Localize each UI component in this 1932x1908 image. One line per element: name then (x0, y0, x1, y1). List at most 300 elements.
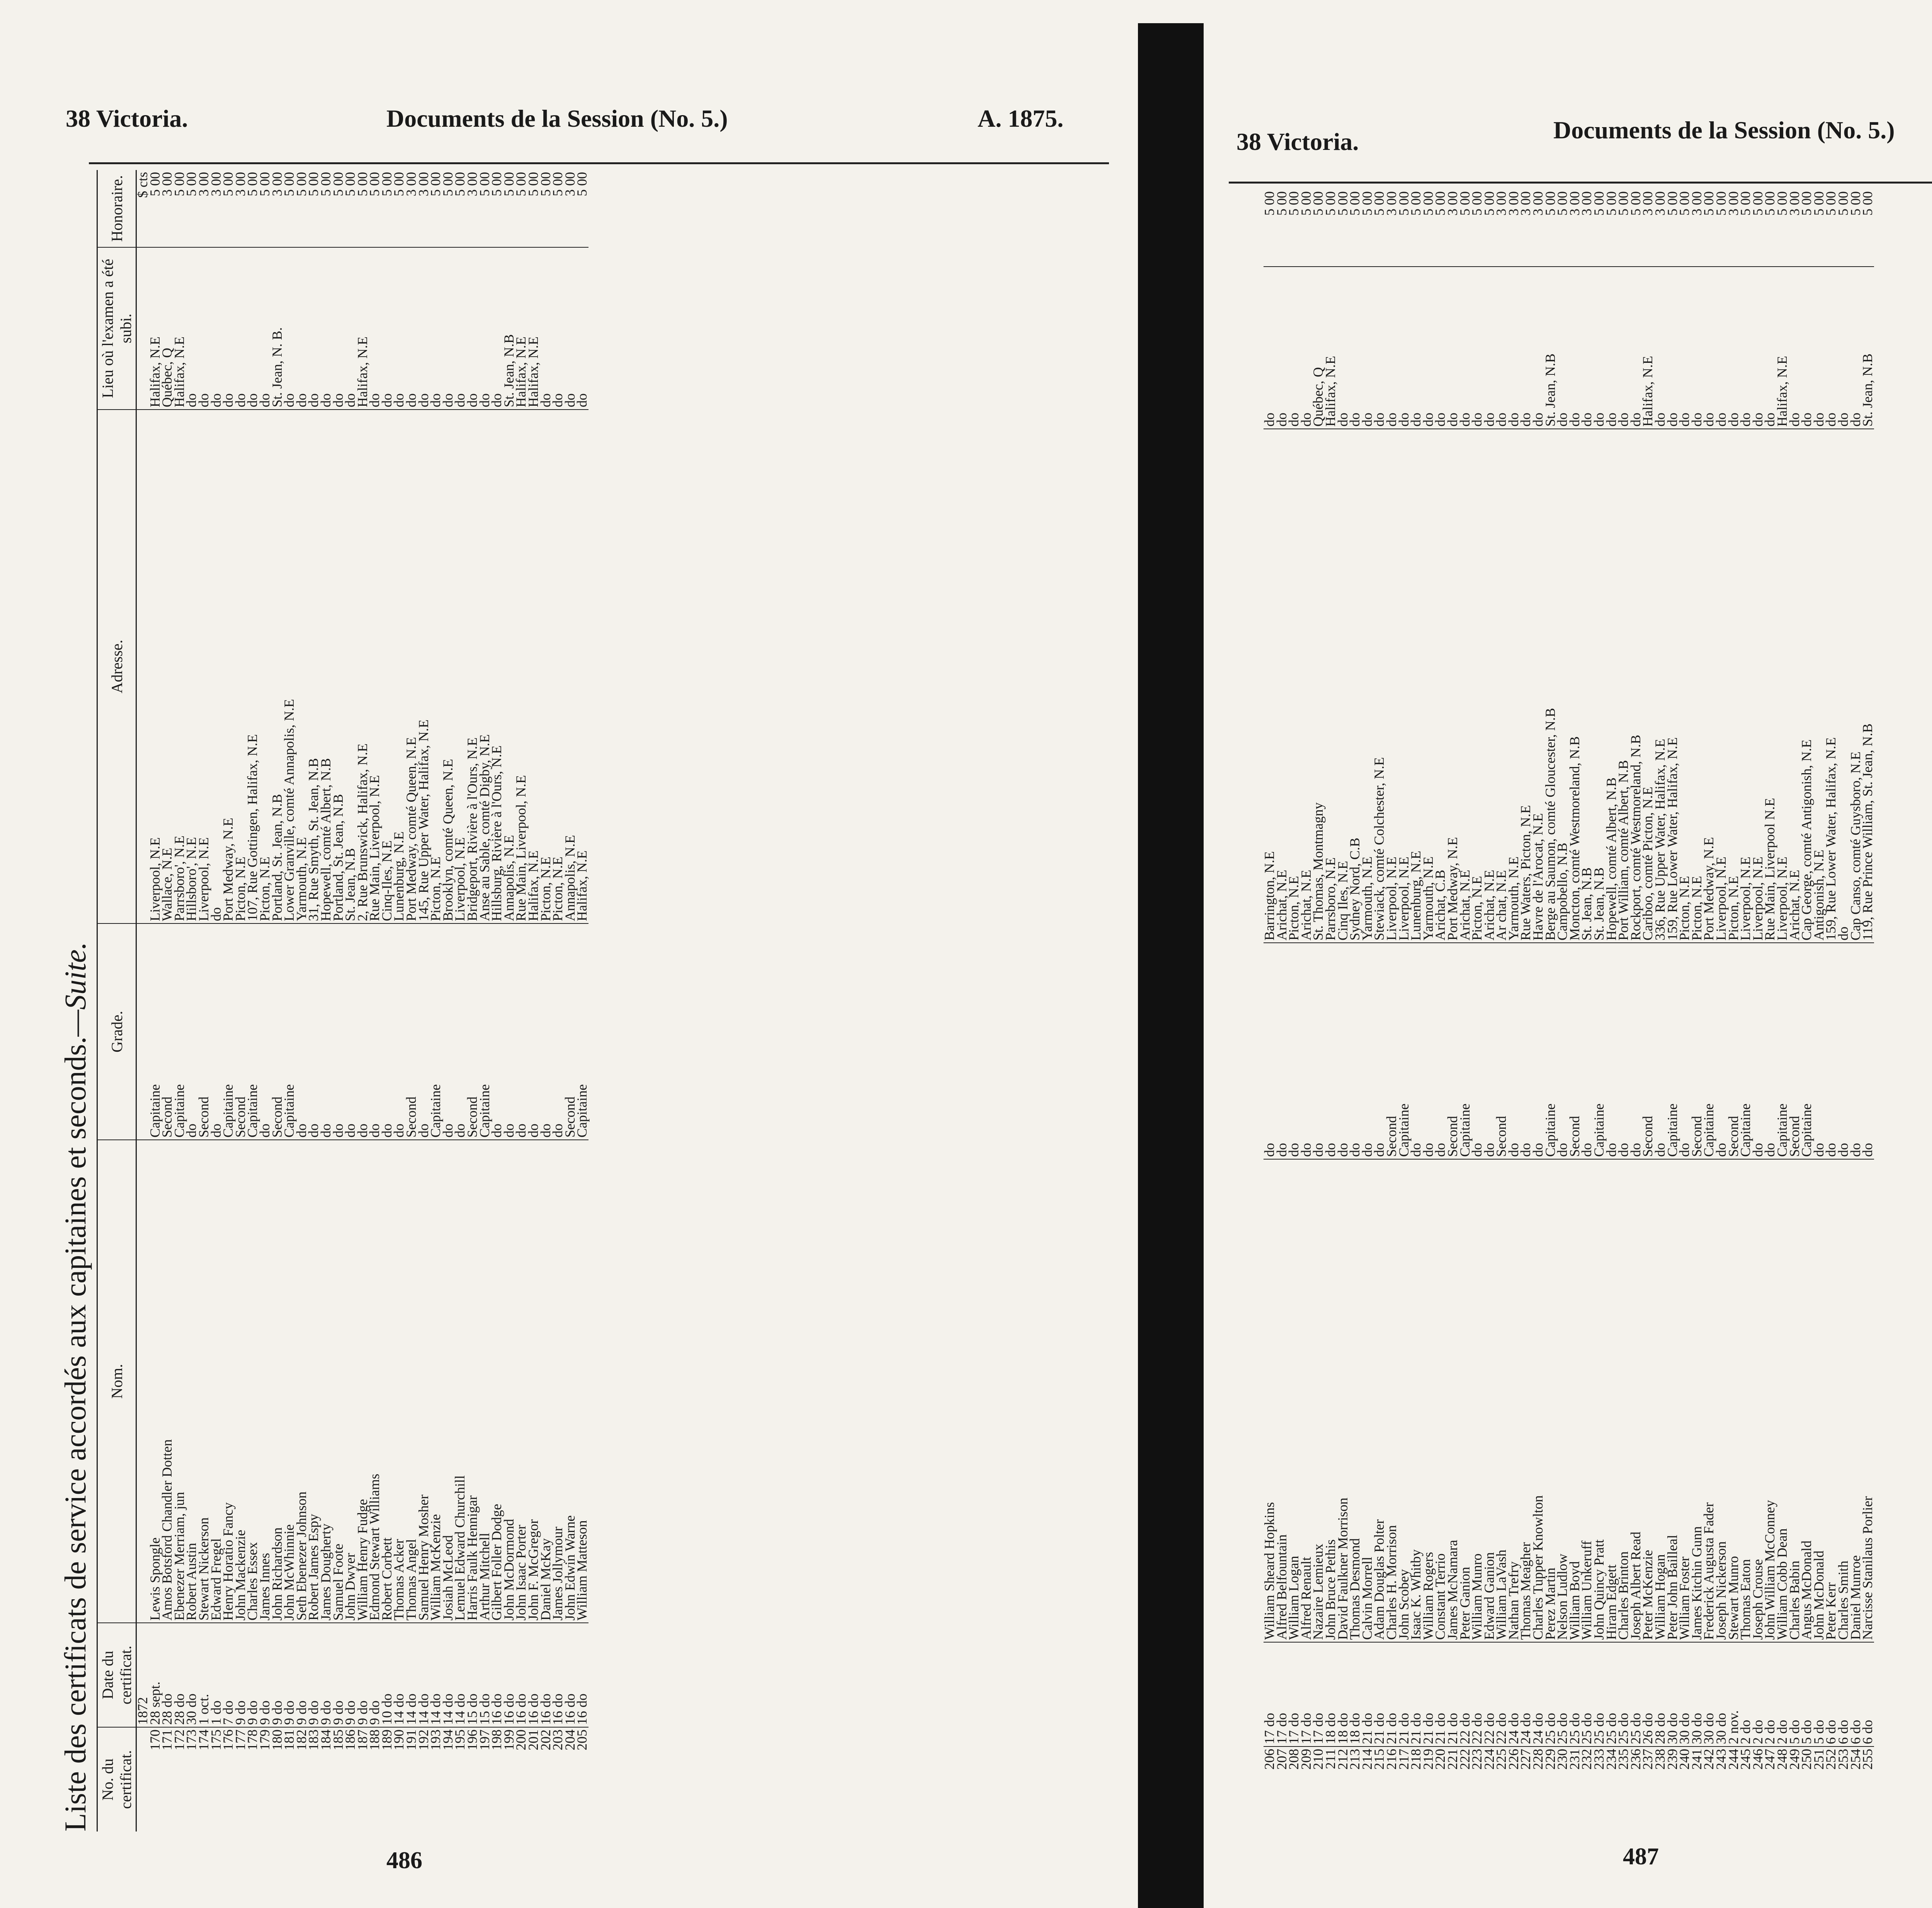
fee: 5 00 (1469, 191, 1485, 216)
cert-date: 16 do (515, 1623, 527, 1727)
holder-name: Peter Ganion (1459, 1159, 1471, 1642)
exam-place: do (1349, 267, 1361, 429)
exam-place: do (1422, 267, 1435, 429)
cert-number: 224 (1483, 1746, 1496, 1851)
holder-name: Ebenezer Merriam, jun (173, 1140, 186, 1623)
address: Liverpool, N.E (454, 410, 466, 923)
cert-date: 9 do (357, 1623, 369, 1727)
address: Cinq Iles, N.E (1337, 429, 1349, 943)
fee: 5 00 (379, 172, 395, 196)
cert-number: 204 (564, 1727, 577, 1831)
fee: 5 00 (428, 172, 444, 196)
fee-unit-cents: cts (135, 172, 150, 187)
fee: 5 00 (1554, 191, 1570, 216)
grade: do (259, 923, 271, 1140)
address: Picton, N.E (430, 410, 442, 923)
cert-date: 30 do (1667, 1642, 1679, 1746)
fee: 5 00 (1432, 191, 1448, 216)
exam-place: do (405, 247, 418, 410)
holder-name: Daniel Munroe (1850, 1159, 1862, 1642)
holder-name: William Hogan (1654, 1159, 1667, 1642)
grade: do (1312, 943, 1325, 1159)
exam-place: do (235, 247, 247, 410)
grade: do (1361, 943, 1374, 1159)
fee: 5 00 (476, 172, 492, 196)
cert-date: 22 do (1471, 1642, 1483, 1746)
cert-number: 200 (515, 1727, 527, 1831)
address: Rue Waters, Picton, N.E (1520, 429, 1532, 943)
fee: 5 00 (550, 172, 566, 196)
grade: Second (1728, 943, 1740, 1159)
cert-number: 197 (479, 1727, 491, 1831)
cert-date: 21 do (1386, 1642, 1398, 1746)
cert-number: 241 (1691, 1746, 1703, 1851)
holder-name: Charles Babin (1789, 1159, 1801, 1642)
grade: do (210, 923, 223, 1140)
grade: do (540, 923, 552, 1140)
fee: 5 00 (1799, 191, 1815, 216)
cert-date: 9 do (283, 1623, 296, 1727)
grade: Capitaine (430, 923, 442, 1140)
cert-number: 253 (1837, 1746, 1850, 1851)
address: Rue Main, Liverpool, N.E (515, 410, 527, 923)
address: Yarmouth, N.E (1361, 429, 1374, 943)
grade: Second (466, 923, 479, 1140)
address: Picton, N.E (552, 410, 564, 923)
grade: Second (1495, 943, 1508, 1159)
right-page (1206, 0, 1932, 1908)
cert-number: 218 (1410, 1746, 1422, 1851)
cert-number: 206 (1264, 1746, 1276, 1851)
exam-place: do (1581, 267, 1593, 429)
exam-place: do (1728, 267, 1740, 429)
fee: 3 00 (464, 172, 480, 196)
fee: 3 00 (1493, 191, 1509, 216)
holder-name: Nathan Trefry (1508, 1159, 1520, 1642)
col-header-place: Lieu où l'examen a été subi. (97, 247, 136, 410)
fee: 5 00 (513, 172, 529, 196)
address: Arichat, N.E (1789, 429, 1801, 943)
address: Hopewell, comté Albert, N.B (320, 410, 332, 923)
cert-number: 198 (491, 1727, 503, 1831)
grade: do (418, 923, 430, 1140)
grade: Capitaine (247, 923, 259, 1140)
grade: Capitaine (479, 923, 491, 1140)
holder-name: Peter McKenzie (1642, 1159, 1654, 1642)
exam-place: do (1691, 267, 1703, 429)
fee: 3 00 (1652, 191, 1668, 216)
address: do (1837, 429, 1850, 943)
exam-place: do (198, 247, 210, 410)
left-header-title: Documents de la Session (No. 5.) (386, 105, 728, 132)
holder-name: Adam Douglas Polter (1373, 1159, 1386, 1642)
cert-date: 21 do (1422, 1642, 1435, 1746)
fee: 5 00 (452, 172, 468, 196)
fee: 3 00 (232, 172, 248, 196)
address: Lunenburg, N.E (1410, 429, 1422, 943)
exam-place: do (210, 247, 223, 410)
exam-place: do (1508, 267, 1520, 429)
address: Cap Canso, comté Guysboro, N.E (1850, 429, 1862, 943)
holder-name: John Scobey (1398, 1159, 1410, 1642)
cert-date: 14 do (442, 1623, 454, 1727)
address: Parrsboro, N.E (1325, 429, 1337, 943)
cert-number: 173 (185, 1727, 198, 1831)
fee: 5 00 (1481, 191, 1497, 216)
exam-place: do (1386, 267, 1398, 429)
address: Anse au Sable, comté Digby, N.E (479, 410, 491, 923)
exam-place: do (1654, 267, 1667, 429)
holder-name: Thomas Eaton (1740, 1159, 1752, 1642)
fee: 5 00 (1457, 191, 1473, 216)
fee: 3 00 (196, 172, 211, 196)
address: Antigonish, N.E (1813, 429, 1825, 943)
holder-name: Daniel McKay (540, 1140, 552, 1623)
right-page-number: 487 (1623, 1843, 1659, 1870)
exam-place: do (1483, 267, 1496, 429)
grade: do (1337, 943, 1349, 1159)
address: 2, Rue Brunswick, Halifax, N.E (357, 410, 369, 923)
cert-number: 226 (1508, 1746, 1520, 1851)
holder-name: William Logan (1288, 1159, 1300, 1642)
cert-date: 25 do (1544, 1642, 1557, 1746)
exam-place: do (466, 247, 479, 410)
cert-number: 176 (222, 1727, 235, 1831)
grade: Second (161, 923, 173, 1140)
exam-place: do (320, 247, 332, 410)
cert-date: 21 do (1361, 1642, 1374, 1746)
address: Annapolis, N.E (564, 410, 577, 923)
address: Hillsboro', N.E (185, 410, 198, 923)
holder-name: Edmond Stewart Williams (369, 1140, 381, 1623)
fee: 5 00 (171, 172, 187, 196)
exam-place: do (1337, 267, 1349, 429)
grade: do (381, 923, 393, 1140)
cert-number: 221 (1447, 1746, 1459, 1851)
exam-place: do (564, 247, 577, 410)
address: 159, Rue Lower Water, Halifax, N.E (1667, 429, 1679, 943)
exam-place: do (1410, 267, 1422, 429)
grade: Capitaine (149, 923, 162, 1140)
grade: Second (1569, 943, 1581, 1159)
cert-date: 2 do (1752, 1642, 1764, 1746)
exam-place: do (222, 247, 235, 410)
fee: 3 00 (1725, 191, 1741, 216)
grade: do (308, 923, 320, 1140)
exam-place: do (1300, 267, 1313, 429)
grade: do (1715, 943, 1728, 1159)
exam-place: St. Jean, N. B. (271, 247, 284, 410)
exam-place: do (454, 247, 466, 410)
cert-date: 21 do (1398, 1642, 1410, 1746)
grade: do (1630, 943, 1642, 1159)
address: Berge au Saumon, comté Gloucester, N.B (1544, 429, 1557, 943)
cert-date: 30 do (1703, 1642, 1715, 1746)
address: Picton, N.E (1679, 429, 1691, 943)
cert-number: 228 (1532, 1746, 1544, 1851)
fee: 5 00 (354, 172, 370, 196)
exam-place: do (442, 247, 454, 410)
grade: do (185, 923, 198, 1140)
right-header-title: Documents de la Session (No. 5.) (1553, 116, 1895, 144)
grade: Capitaine (1776, 943, 1789, 1159)
left-table-region (54, 170, 1121, 1831)
fee: 5 00 (1347, 191, 1363, 216)
col-header-date: Date du certificat. (97, 1623, 136, 1727)
fee-unit-dollar: $ (135, 191, 150, 198)
grade: do (344, 923, 357, 1140)
cert-date: 18 do (1325, 1642, 1337, 1746)
grade: do (454, 923, 466, 1140)
cert-number: 232 (1581, 1746, 1593, 1851)
cert-date: 16 do (527, 1623, 540, 1727)
holder-name: Thomas Meagher (1520, 1159, 1532, 1642)
cert-date: 9 do (271, 1623, 284, 1727)
address: Cap George, comté Antigonish, N.E (1801, 429, 1813, 943)
cert-number: 172 (173, 1727, 186, 1831)
address: do (210, 410, 223, 923)
cert-date: 25 do (1605, 1642, 1618, 1746)
grade: do (1434, 943, 1447, 1159)
cert-date: 2 do (1740, 1642, 1752, 1746)
fee: 5 00 (220, 172, 236, 196)
fee: 5 00 (501, 172, 517, 196)
cert-number: 247 (1764, 1746, 1776, 1851)
holder-name: Stewart Munro (1728, 1159, 1740, 1642)
holder-name: Alfred Renault (1300, 1159, 1313, 1642)
cert-number: 175 (210, 1727, 223, 1831)
cert-date: 2 do (1776, 1642, 1789, 1746)
right-header-rule (1229, 182, 1932, 184)
exam-place: do (283, 247, 296, 410)
cert-number: 233 (1593, 1746, 1605, 1851)
grade: Second (235, 923, 247, 1140)
cert-number: 235 (1617, 1746, 1630, 1851)
holder-name: John Isaac Porter (515, 1140, 527, 1623)
address: Port Medway, N.E (222, 410, 235, 923)
cert-number: 177 (235, 1727, 247, 1831)
exam-place: do (1703, 267, 1715, 429)
fee: 5 00 (1628, 191, 1643, 216)
holder-name: Charles Tupper Knowlton (1532, 1159, 1544, 1642)
grade: do (1605, 943, 1618, 1159)
address: Picton, N.E (1728, 429, 1740, 943)
exam-place: Halifax, N.E (1642, 267, 1654, 429)
cert-number: 251 (1813, 1746, 1825, 1851)
address: Picton, N.E (1691, 429, 1703, 943)
grade: do (296, 923, 308, 1140)
address: Halifax, N.E (576, 410, 588, 923)
holder-name: William McKenzie (430, 1140, 442, 1623)
holder-name: William Munro (1471, 1159, 1483, 1642)
fee: 5 00 (1774, 191, 1790, 216)
left-table-body (149, 170, 588, 1831)
address: Lunenburg, N.E (393, 410, 405, 923)
fee: 5 00 (1616, 191, 1631, 216)
holder-name: Peter John Bailleal (1667, 1159, 1679, 1642)
address: Rue Main, Liverpool, N.E (369, 410, 381, 923)
cert-number: 188 (369, 1727, 381, 1831)
grade: do (1276, 943, 1288, 1159)
grade: do (552, 923, 564, 1140)
fee: 3 00 (1530, 191, 1546, 216)
exam-place: do (1276, 267, 1288, 429)
address: Arichat, N.E (1276, 429, 1288, 943)
grade: do (503, 923, 515, 1140)
holder-name: Robert James Espy (308, 1140, 320, 1623)
fee: 3 00 (269, 172, 285, 196)
grade: do (1349, 943, 1361, 1159)
grade: do (1532, 943, 1544, 1159)
cert-number: 255 (1862, 1746, 1874, 1851)
cert-date: 17 do (1288, 1642, 1300, 1746)
grade: do (1520, 943, 1532, 1159)
cert-date: 6 do (1862, 1642, 1874, 1746)
holder-name: William Unkeruff (1581, 1159, 1593, 1642)
grade: do (1471, 943, 1483, 1159)
cert-number: 174 (198, 1727, 210, 1831)
left-header-rule (89, 162, 1109, 164)
cert-date: 1 oct. (198, 1623, 210, 1727)
left-header-volume: 38 Victoria. (66, 105, 188, 132)
holder-name: Hiram Edgett (1605, 1159, 1618, 1642)
cert-number: 202 (540, 1727, 552, 1831)
holder-name: John McDormond (503, 1140, 515, 1623)
col-header-grade: Grade. (97, 923, 136, 1140)
cert-date: 14 do (405, 1623, 418, 1727)
fee: 3 00 (1518, 191, 1534, 216)
fee: 5 00 (257, 172, 272, 196)
cert-number: 234 (1605, 1746, 1618, 1851)
grade: do (1325, 943, 1337, 1159)
cert-date: 9 do (235, 1623, 247, 1727)
fee: 3 00 (1444, 191, 1460, 216)
address: Hillsburg, Rivière à l'Ours, N.E (491, 410, 503, 923)
holder-name: Calvin Morrell (1361, 1159, 1374, 1642)
cert-number: 242 (1703, 1746, 1715, 1851)
exam-place: do (552, 247, 564, 410)
col-header-name: Nom. (97, 1140, 136, 1623)
address: St. Jean, N.B (1593, 429, 1605, 943)
exam-place: do (1825, 267, 1837, 429)
holder-name: James McNamara (1447, 1159, 1459, 1642)
address: Rue Main, Liverpool N.E (1764, 429, 1776, 943)
left-page-number: 486 (386, 1847, 422, 1874)
holder-name: Charles Brinton (1617, 1159, 1630, 1642)
exam-place: do (369, 247, 381, 410)
holder-name: William Sheard Hopkins (1264, 1159, 1276, 1642)
holder-name: William Boyd (1569, 1159, 1581, 1642)
fee: 3 00 (1383, 191, 1399, 216)
address: Liverpool, N.E (149, 410, 162, 923)
fee: 5 00 (1750, 191, 1765, 216)
holder-name: James Dougherty (320, 1140, 332, 1623)
address: Sydney Nord, C.B (1349, 429, 1361, 943)
holder-name: Perez Martin (1544, 1159, 1557, 1642)
holder-name: Thomas Desmond (1349, 1159, 1361, 1642)
fee: 5 00 (245, 172, 260, 196)
cert-date: 21 do (1447, 1642, 1459, 1746)
fee: 3 00 (1689, 191, 1704, 216)
cert-date: 21 do (1410, 1642, 1422, 1746)
grade: Capitaine (1593, 943, 1605, 1159)
cert-date: 9 do (247, 1623, 259, 1727)
address: Lower Granville, comté Annapolis, N.E (283, 410, 296, 923)
address: Cariboo, comté Picton, N.E (1642, 429, 1654, 943)
fee: 5 00 (1408, 191, 1424, 216)
cert-date: 17 do (1276, 1642, 1288, 1746)
exam-place: do (479, 247, 491, 410)
exam-place: do (296, 247, 308, 410)
holder-name: Nazaire Lemieux (1312, 1159, 1325, 1642)
exam-place: do (393, 247, 405, 410)
exam-place: do (381, 247, 393, 410)
cert-date: 21 do (1373, 1642, 1386, 1746)
holder-name: William Rogers (1422, 1159, 1435, 1642)
holder-name: William LaVash (1495, 1159, 1508, 1642)
cert-date: 25 do (1569, 1642, 1581, 1746)
exam-place: do (1495, 267, 1508, 429)
holder-name: Robert Corbett (381, 1140, 393, 1623)
fee: 3 00 (208, 172, 224, 196)
address: Portland, St. Jean, N.B (332, 410, 345, 923)
fee: 5 00 (1286, 191, 1302, 216)
address: Picton, N.E (1288, 429, 1300, 943)
cert-number: 254 (1850, 1746, 1862, 1851)
address: Ar chat, N.E (1495, 429, 1508, 943)
holder-name: Amos Botsford Chandler Dotten (161, 1140, 173, 1623)
address: Arichat, N.E (1483, 429, 1496, 943)
exam-place: do (1459, 267, 1471, 429)
cert-date: 9 do (296, 1623, 308, 1727)
cert-number: 185 (332, 1727, 345, 1831)
fee: 5 00 (526, 172, 541, 196)
cert-date: 16 do (576, 1623, 588, 1727)
address: St. Jean, N.B (344, 410, 357, 923)
fee: 3 00 (159, 172, 175, 196)
cert-date: 24 do (1520, 1642, 1532, 1746)
cert-number: 182 (296, 1727, 308, 1831)
cert-number: 246 (1752, 1746, 1764, 1851)
right-table-body (1264, 189, 1874, 1851)
grade: do (1764, 943, 1776, 1159)
address: Liverpool, N.E (198, 410, 210, 923)
address: Yarmouth, N.E (296, 410, 308, 923)
fee: 3 00 (1505, 191, 1521, 216)
cert-date: 25 do (1556, 1642, 1569, 1746)
fee: 5 00 (367, 172, 383, 196)
grade: Second (1691, 943, 1703, 1159)
grade: do (1617, 943, 1630, 1159)
grade: Capitaine (1459, 943, 1471, 1159)
cert-date: 6 do (1850, 1642, 1862, 1746)
holder-name: John Richardson (271, 1140, 284, 1623)
exam-place: St. Jean, N.B (1862, 267, 1874, 429)
holder-name: Joseph Albert Read (1630, 1159, 1642, 1642)
cert-date: 17 do (1300, 1642, 1313, 1746)
address: Picton, N.E (1471, 429, 1483, 943)
fee: 3 00 (1566, 191, 1582, 216)
holder-name: John Dwyer (344, 1140, 357, 1623)
exam-place: do (1434, 267, 1447, 429)
fee: 5 00 (147, 172, 163, 196)
cert-number: 208 (1288, 1746, 1300, 1851)
exam-place: do (1789, 267, 1801, 429)
fee: 5 00 (391, 172, 407, 196)
grade: do (1483, 943, 1496, 1159)
holder-name: Narcisse Stanilaus Porlier (1862, 1159, 1874, 1642)
exam-place: do (332, 247, 345, 410)
